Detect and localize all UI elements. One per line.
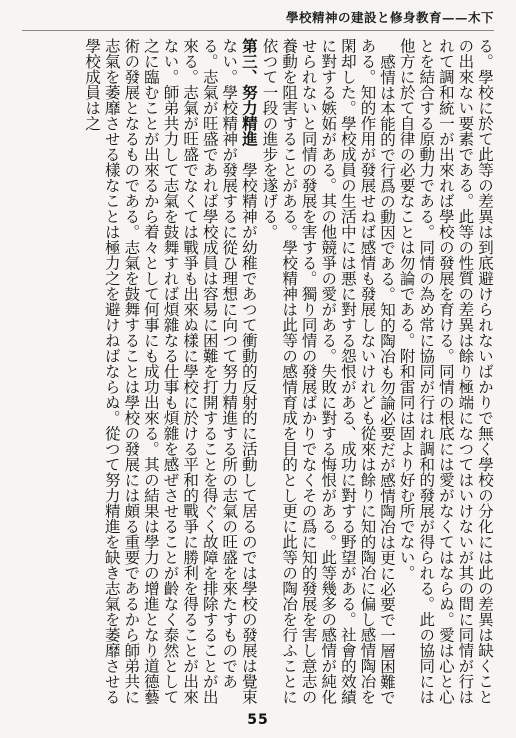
heading-gap [240, 147, 258, 163]
section-heading: 第三、努力精進 [239, 38, 259, 147]
header-rule [22, 30, 494, 31]
page-number: 55 [247, 712, 269, 728]
body-text [22, 38, 494, 706]
paragraph-2 [259, 38, 396, 706]
paragraph-1-text: る。學校に於て此等の差異は到底避けられないばかりで無く學校の分化には此の差異は缺くことの出來ない要素である。此等の性質の差異は餘り極端になつてはいけないが其の間に同情が行はれて調和統一が出來れば學校の發展を育ける。同情の根底には愛がなくてはならぬ。愛は心と心とを結合する原動力である。同情の為め常に協同が行はれ調和的發展が得られる。此の協同には他方に於て自律の必要なことは勿論である。附和雷同は固より好む所でない。 [397, 38, 494, 705]
paragraph-3 [82, 38, 259, 706]
paragraph-3-text: 學校精神が幼稚であつて衝動的反射的に活動して居るのでは學校の發展は覺束ない。學校精神が發展するに從ひ理想に向つて努力精進する所の志氣の旺盛を來たすものである。志氣が旺盛であれば學校成員は容易に困難を打開することを得ぐく故障を排除することが出來る。志氣が旺盛でなくては戰爭も出來ぬ樣に學校に於ける平和的戰爭に勝利を得ることが出來ない。師弟共力して志氣を鼓舞すれば煩雜なる仕事も煩雜を感ぜさせることが齡なく泰然として之に臨むことが出來るから着々として何事にも成功出來る。其の結果は學力の增進となり道德藝術の發展となるものである。志氣を鼓舞することは學校の發展には頗る重要であるから師弟共に志氣を萎靡させる樣なことは極力之を避けねばならぬ。從つて努力精進を缺き志氣を萎靡させる學校成員は之 [83, 38, 258, 705]
paragraph-2-text: 感情は本能的で行爲の動因である。知的陶冶も勿論必要だが感情陶冶は更に必要で一層困難である。知的作用が發展せねば感情も發展しないけれども從來は餘りに知的陶冶に偏し感情陶冶を閑却した。學校成員の生活中には悪に對する怨恨がある、成功に對する野望がある。社會的效績に對する嫉妬がある。其の他競爭の愛がある。失敗に對する悔恨がある。此等幾多の感情が純化せられないと同情の發展を害する。獨り同情の發展ばかりでなくその爲に知的發展を害し意志の養動を阻害することがある。學校精神は此等の感情育成を目的とし更に此等の陶冶を行ふことに依つて一段の進步を遂げる。 [260, 38, 397, 705]
running-header: 學校精神の建設と修身教育——木下 [285, 10, 494, 25]
paragraph-1 [396, 38, 494, 706]
